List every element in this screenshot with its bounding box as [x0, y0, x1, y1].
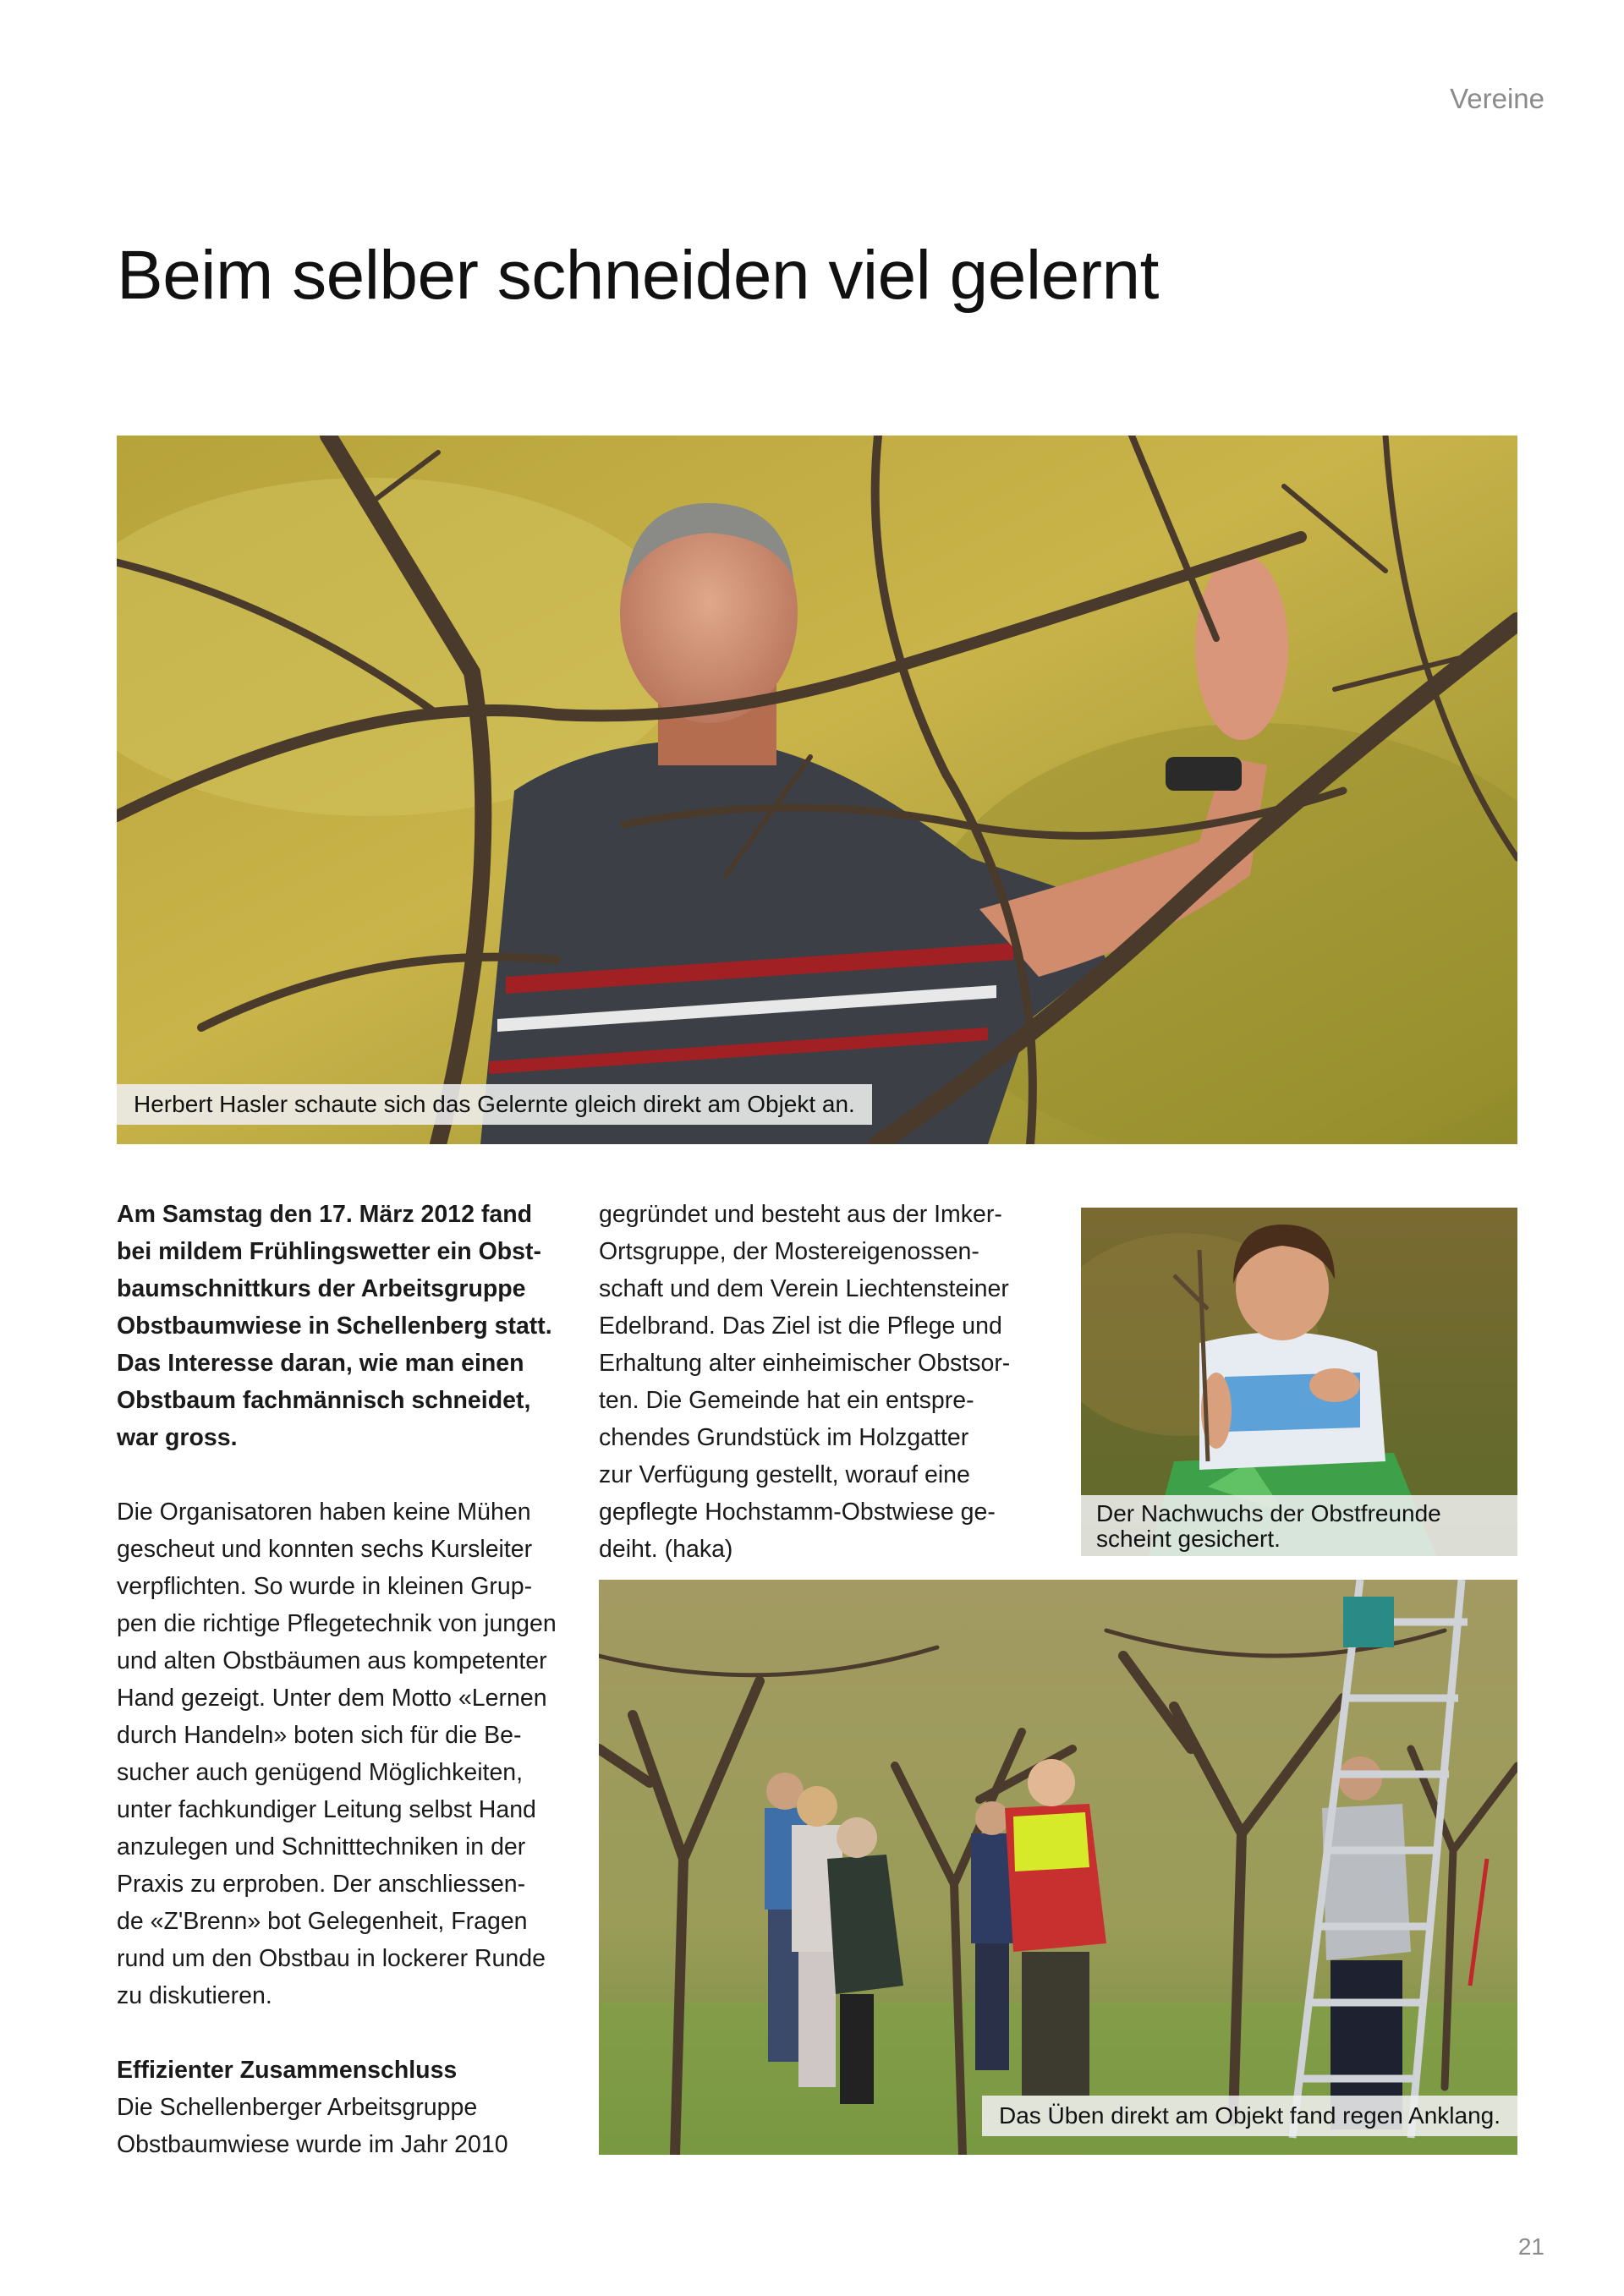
subheading: Effizienter Zusammenschluss	[117, 2057, 458, 2084]
lead-line: Obstbaumwiese in Schellenberg statt.	[117, 1312, 552, 1340]
body-line: de «Z'Brenn» bot Gelegenheit, Fragen	[117, 1908, 528, 1935]
lead-line: bei mildem Frühlingswetter ein Obst-	[117, 1238, 541, 1265]
body-line: Praxis zu erproben. Der anschliessen-	[117, 1871, 526, 1898]
body-line: zu diskutieren.	[117, 1982, 272, 2009]
group-photo	[599, 1580, 1517, 2155]
body-line: gegründet und besteht aus der Imker-	[599, 1201, 1002, 1228]
section-label: Vereine	[1450, 83, 1544, 114]
body-line: gepflegte Hochstamm-Obstwiese ge-	[599, 1499, 996, 1526]
body-line: und alten Obstbäumen aus kompetenter	[117, 1647, 547, 1674]
body-line: chendes Grundstück im Holzgatter	[599, 1424, 969, 1451]
body-line: Ortsgruppe, der Mostereigenossen-	[599, 1238, 979, 1265]
body-line: Edelbrand. Das Ziel ist die Pflege und	[599, 1312, 1002, 1340]
lead-line: Obstbaum fachmännisch schneidet,	[117, 1387, 531, 1414]
body-line: deiht. (haka)	[599, 1536, 733, 1563]
lead-line: baumschnittkurs der Arbeitsgruppe	[117, 1275, 526, 1302]
main-photo	[117, 436, 1517, 1144]
body-line: Obstbaumwiese wurde im Jahr 2010	[117, 2131, 508, 2158]
group-photo-caption: Das Üben direkt am Objekt fand regen Anklang.	[982, 2096, 1517, 2136]
lead-line: Das Interesse daran, wie man einen	[117, 1350, 524, 1377]
body-line: verpflichten. So wurde in kleinen Grup-	[117, 1573, 533, 1600]
body-line: sucher auch genügend Möglichkeiten,	[117, 1759, 524, 1786]
child-photo-caption	[1081, 1495, 1517, 1556]
text-column-2	[599, 1196, 1044, 1568]
body-line: durch Handeln» boten sich für die Be-	[117, 1722, 522, 1749]
body-line: rund um den Obstbau in lockerer Runde	[117, 1945, 546, 1972]
body-line: Erhaltung alter einheimischer Obstsor-	[599, 1350, 1011, 1377]
body-line: schaft und dem Verein Liechtensteiner	[599, 1275, 1009, 1302]
lead-line: Am Samstag den 17. März 2012 fand	[117, 1201, 533, 1228]
body-line: anzulegen und Schnitttechniken in der	[117, 1833, 526, 1860]
body-line: unter fachkundiger Leitung selbst Hand	[117, 1796, 536, 1823]
body-line: gescheut und konnten sechs Kursleiter	[117, 1536, 533, 1563]
main-photo-caption: Herbert Hasler schaute sich das Gelernte gleich direkt am Objekt an.	[117, 1084, 872, 1125]
body-line: Die Schellenberger Arbeitsgruppe	[117, 2094, 478, 2121]
body-line: pen die richtige Pflegetechnik von jungen	[117, 1610, 557, 1637]
child-caption-line: Der Nachwuchs der Obstfreunde	[1096, 1500, 1441, 1526]
page-number: 21	[1517, 2233, 1544, 2260]
lead-line: war gross.	[117, 1424, 238, 1451]
article-title: Beim selber schneiden viel gelernt	[117, 237, 1159, 314]
body-line: zur Verfügung gestellt, worauf eine	[599, 1461, 970, 1488]
body-line: Die Organisatoren haben keine Mühen	[117, 1499, 531, 1526]
body-line: ten. Die Gemeinde hat ein entspre-	[599, 1387, 974, 1414]
text-column-1	[117, 1196, 557, 2163]
man-pruning-tree-image	[117, 436, 1517, 1144]
child-caption-line: scheint gesichert.	[1096, 1526, 1281, 1552]
body-line: Hand gezeigt. Unter dem Motto «Lernen	[117, 1685, 547, 1712]
group-pruning-orchard-image	[599, 1580, 1517, 2155]
child-photo	[1081, 1208, 1517, 1556]
